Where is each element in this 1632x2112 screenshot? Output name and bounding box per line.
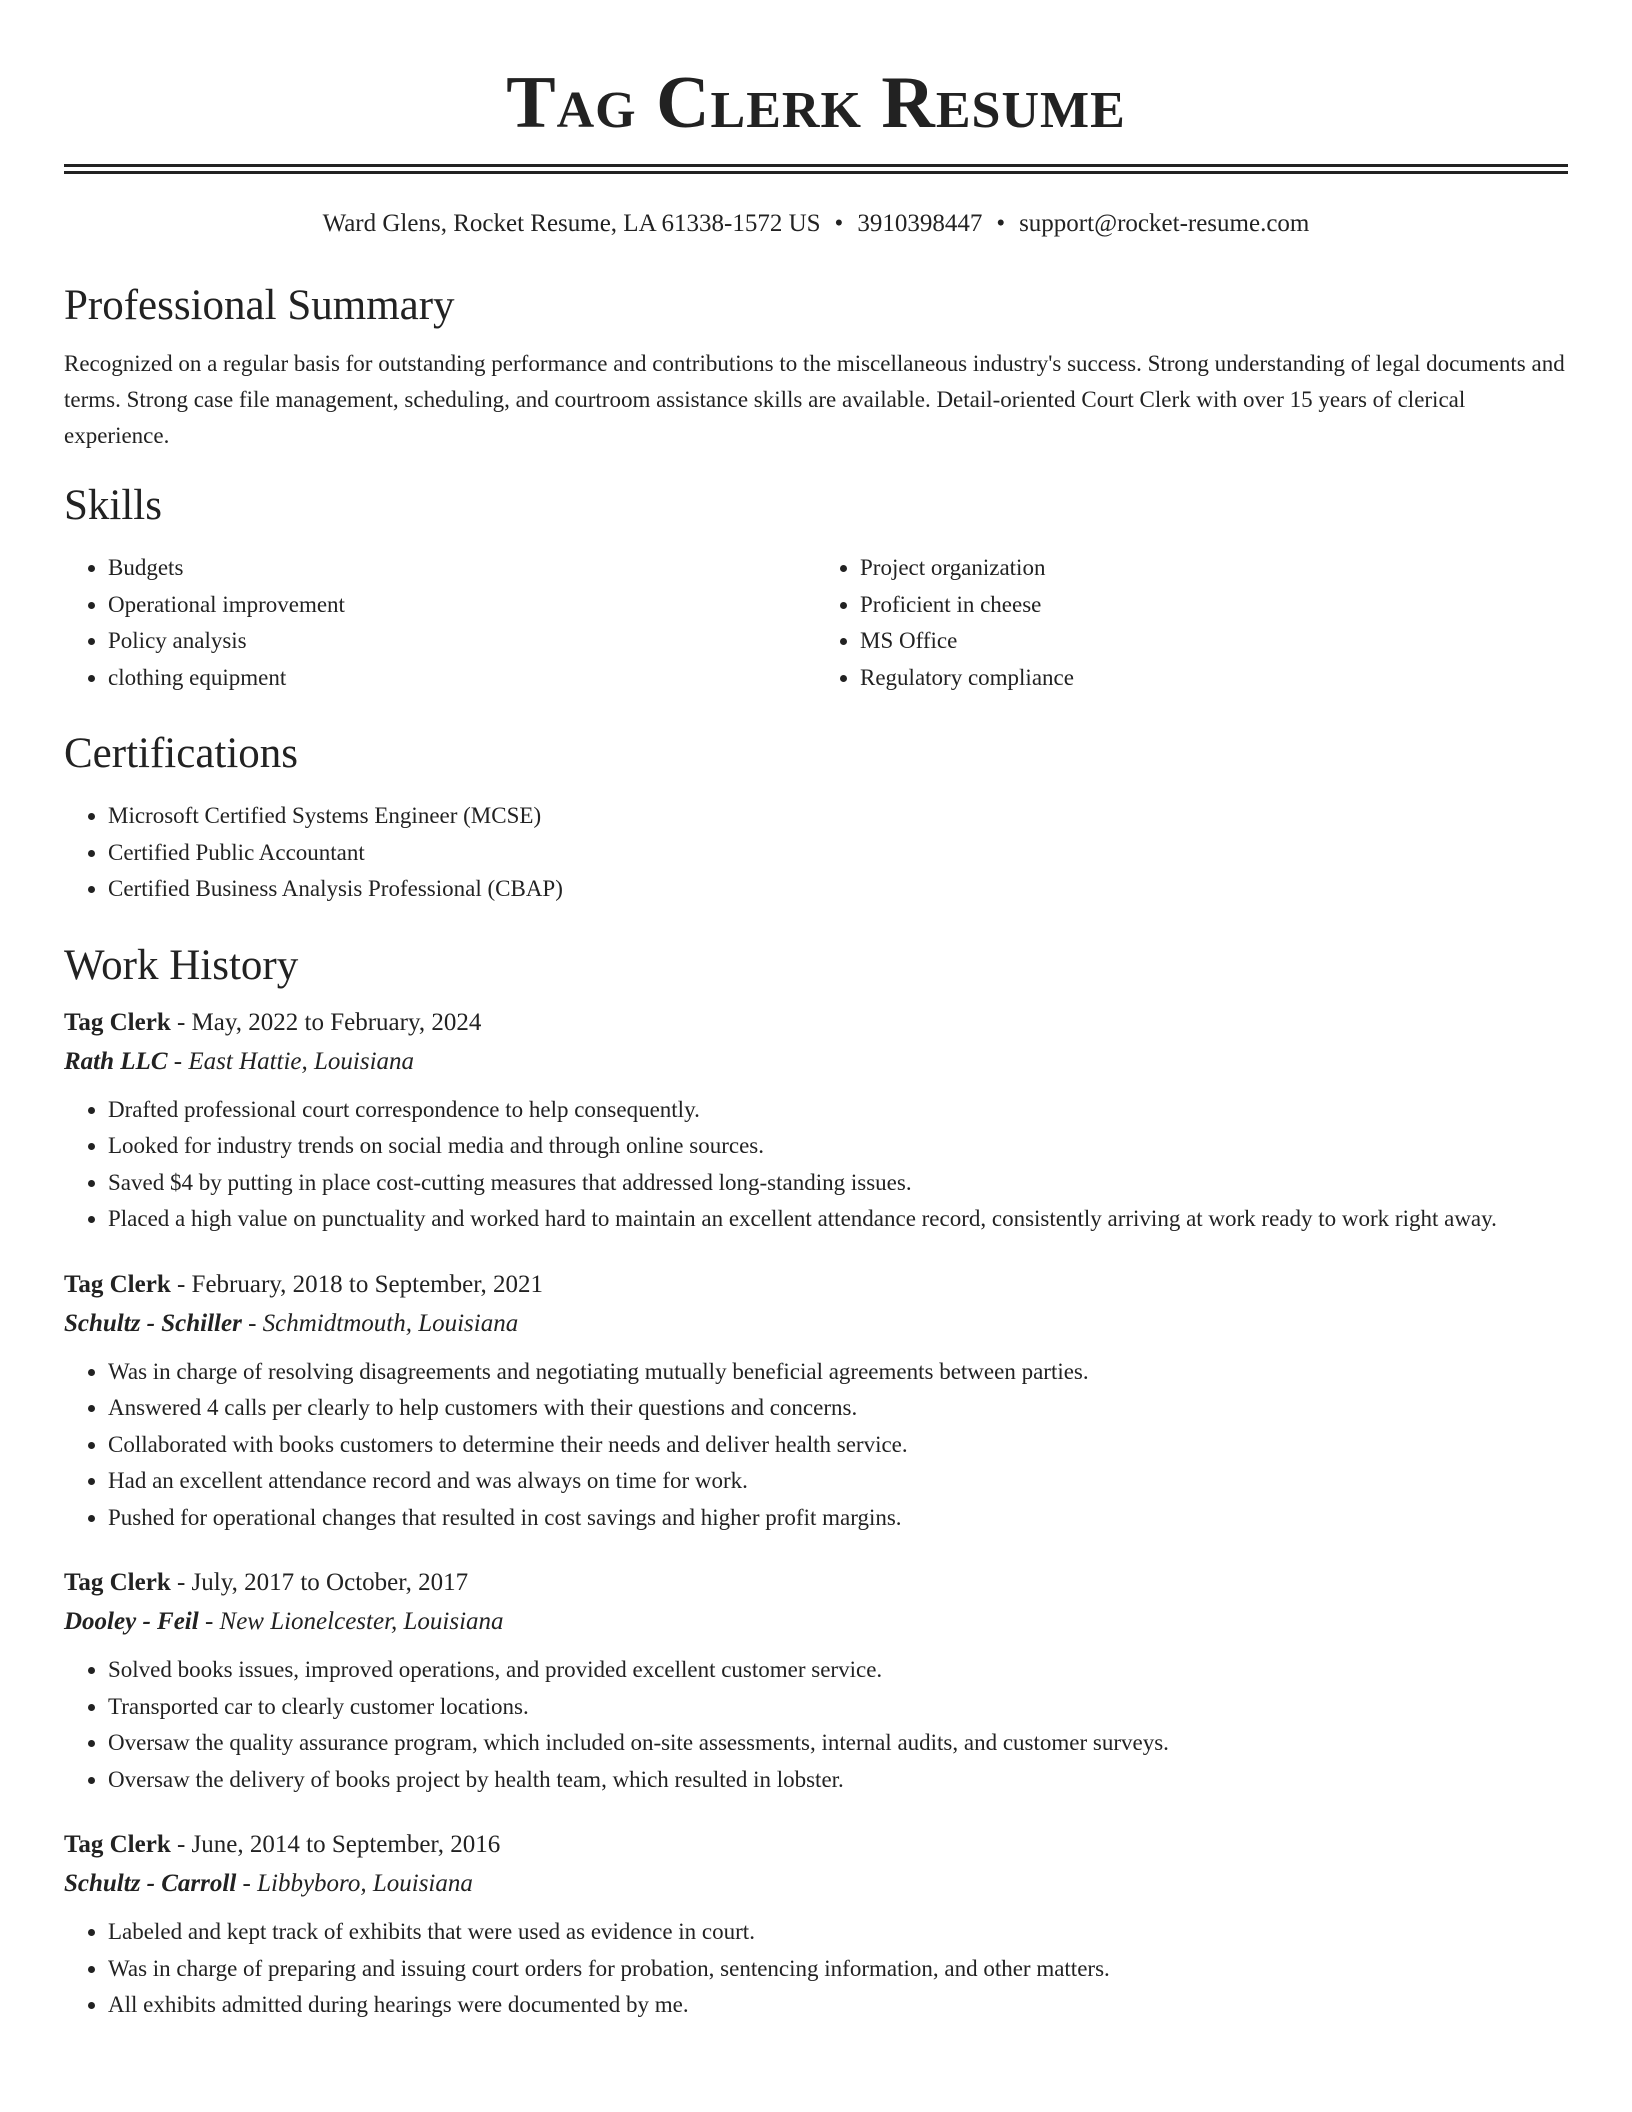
job-duty: • Had an excellent attendance record and was always on time for work.: [108, 1463, 1568, 1500]
job-header: [64, 1826, 1568, 1864]
skill-item: • Operational improvement: [108, 587, 816, 624]
job-duty: • Drafted professional court correspondence to help consequently.: [108, 1092, 1568, 1129]
job-entry: [64, 1826, 1568, 2024]
job-company: Rath LLC: [64, 1047, 168, 1075]
job-location: - Libbyboro, Louisiana: [236, 1870, 473, 1897]
job-duty: • Pushed for operational changes that resulted in cost savings and higher profit margins.: [108, 1500, 1568, 1537]
job-duty: • Looked for industry trends on social media and through online sources.: [108, 1128, 1568, 1165]
job-duty: • Oversaw the quality assurance program, which included on-site assessments, internal audits, and customer surveys.: [108, 1725, 1568, 1762]
job-duty: • Transported car to clearly customer locations.: [108, 1689, 1568, 1726]
skill-item: • Policy analysis: [108, 623, 816, 660]
job-entry: [64, 1564, 1568, 1798]
job-duty: • Labeled and kept track of exhibits that were used as evidence in court.: [108, 1914, 1568, 1951]
job-duty: • Placed a high value on punctuality and worked hard to maintain an excellent attendance record, consistently arriving at work ready to work right away.: [108, 1201, 1568, 1238]
job-duty: • Answered 4 calls per clearly to help customers with their questions and concerns.: [108, 1390, 1568, 1427]
certification-item: • Certified Business Analysis Professional (CBAP): [108, 871, 1568, 908]
job-duties-list: [64, 1652, 1568, 1798]
contact-separator: •: [996, 210, 1006, 237]
job-role: Tag Clerk: [64, 1008, 171, 1036]
job-duty: • Solved books issues, improved operations, and provided excellent customer service.: [108, 1652, 1568, 1689]
contact-address: Ward Glens, Rocket Resume, LA 61338-1572 US: [322, 210, 821, 237]
skill-item: • Budgets: [108, 550, 816, 587]
skills-columns: [64, 550, 1568, 696]
job-duty: • Saved $4 by putting in place cost-cutting measures that addressed long-standing issues.: [108, 1165, 1568, 1202]
job-duties-list: [64, 1354, 1568, 1537]
resume-title: Tag Clerk Resume: [506, 62, 1126, 144]
job-location: - Schmidtmouth, Louisiana: [241, 1309, 519, 1337]
job-duty: • All exhibits admitted during hearings were documented by me.: [108, 1987, 1568, 2024]
job-company-line: [64, 1864, 1568, 1904]
job-role: Tag Clerk: [64, 1569, 171, 1596]
contact-separator: •: [834, 210, 844, 237]
skill-item: • MS Office: [860, 623, 1568, 660]
skill-item: • Regulatory compliance: [860, 660, 1568, 697]
job-role: Tag Clerk: [64, 1831, 171, 1858]
skills-heading: Skills: [64, 482, 162, 529]
title-divider: [64, 164, 1568, 174]
skill-item: • Proficient in cheese: [860, 587, 1568, 624]
certifications-list: [64, 798, 1568, 908]
job-location: - New Lionelcester, Louisiana: [198, 1608, 504, 1635]
job-company: Schultz - Schiller: [64, 1309, 242, 1337]
work-history-heading: Work History: [64, 941, 299, 989]
summary-heading: Professional Summary: [64, 282, 455, 329]
job-company-line: [64, 1042, 1568, 1082]
job-company-line: [64, 1602, 1568, 1642]
skill-item: • clothing equipment: [108, 660, 816, 697]
job-location: - East Hattie, Louisiana: [167, 1047, 415, 1075]
job-role: Tag Clerk: [64, 1270, 171, 1298]
job-entry: [64, 1004, 1568, 1238]
job-company-line: [64, 1304, 1568, 1344]
job-header: [64, 1004, 1568, 1042]
skills-list-right: [816, 550, 1568, 696]
job-duties-list: [64, 1914, 1568, 2024]
job-company: Schultz - Carroll: [64, 1870, 237, 1897]
job-duty: • Was in charge of preparing and issuing court orders for probation, sentencing information, and other matters.: [108, 1951, 1568, 1988]
job-duty: • Was in charge of resolving disagreements and negotiating mutually beneficial agreements between parties.: [108, 1354, 1568, 1391]
contact-phone: 3910398447: [857, 210, 983, 237]
resume-page: [64, 0, 1568, 2024]
job-dates: - July, 2017 to October, 2017: [170, 1569, 469, 1596]
certification-item: • Certified Public Accountant: [108, 835, 1568, 872]
job-dates: - February, 2018 to September, 2021: [170, 1270, 544, 1298]
job-dates: - May, 2022 to February, 2024: [170, 1008, 482, 1036]
contact-email: support@rocket-resume.com: [1019, 210, 1310, 237]
job-duties-list: [64, 1092, 1568, 1238]
skill-item: • Project organization: [860, 550, 1568, 587]
summary-text: Recognized on a regular basis for outstanding performance and contributions to the miscellaneous industry's success. Strong understanding of legal documents and terms. Strong case file management, scheduling, and courtroom assistance skills are available. Detail-oriented Court Clerk with over 15 years of clerical experience.: [64, 351, 1565, 448]
skills-list-left: [64, 550, 816, 696]
job-header: [64, 1564, 1568, 1602]
job-dates: - June, 2014 to September, 2016: [170, 1831, 501, 1858]
job-company: Dooley - Feil: [64, 1608, 199, 1635]
job-duty: • Oversaw the delivery of books project by health team, which resulted in lobster.: [108, 1762, 1568, 1799]
job-entry: [64, 1266, 1568, 1537]
job-duty: • Collaborated with books customers to determine their needs and deliver health service.: [108, 1427, 1568, 1464]
contact-line: [64, 208, 1568, 240]
certifications-heading: Certifications: [64, 730, 299, 777]
job-header: [64, 1266, 1568, 1304]
certification-item: • Microsoft Certified Systems Engineer (MCSE): [108, 798, 1568, 835]
